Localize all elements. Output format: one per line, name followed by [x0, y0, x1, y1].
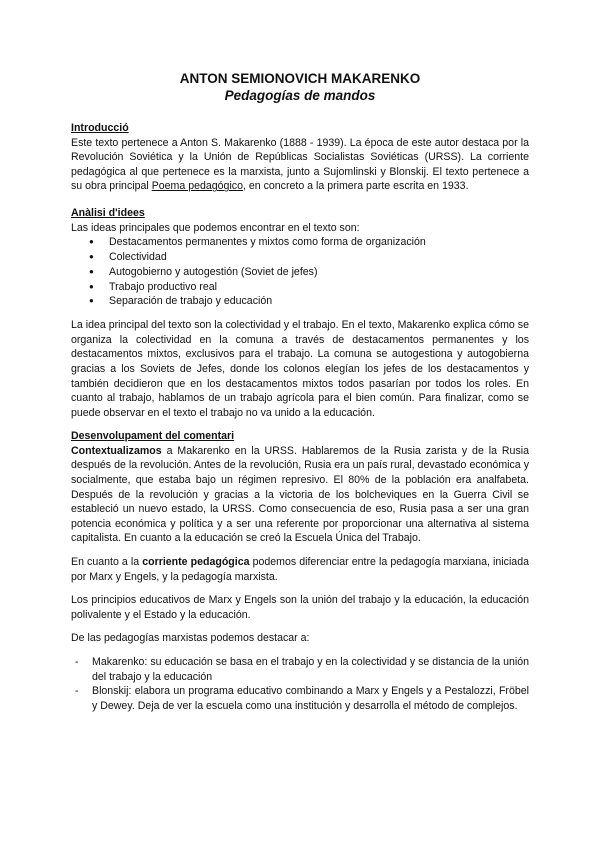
- intro-paragraph: Este texto pertenece a Anton S. Makarenko (1888 - 1939). La época de este autor destaca por la Revolución Soviética y la Unión de Repúblicas Socialistas Soviéticas (URSS). La corriente pedagógica al que pertenece es la marxista, junto a Sujomlinski y Blonskij. El texto pertenece a su obra principal Poema pedagógico, en concreto a la primera parte escrita en 1933.: [71, 136, 529, 193]
- analysis-paragraph: La idea principal del texto son la colectividad y el trabajo. En el texto, Makarenko explica cómo se organiza la colectividad en la comuna a través de destacamentos permanentes y los destacamentos mixtos, exclusivos para el trabajo. La comuna se autogestiona y autogobierna gracias a los Soviets de Jefes, donde los colonos elegían los jefes de los destacamentos y también decidieron que en los destacamentos mixtos todos pasarían por todos los roles. En cuanto al trabajo, hablamos de un trabajo agrícola para el bien común. Para finalizar, como se puede observar en el texto el trabajo no va unido a la educación.: [71, 319, 529, 419]
- list-item: ● Trabajo productivo real: [71, 280, 529, 295]
- book-title-link: Poema pedagógico: [151, 180, 243, 193]
- document-page: [71, 70, 529, 713]
- list-item: - Makarenko: su educación se basa en el trabajo y en la colectividad y se distancia de la unión del trabajo y la educación: [71, 655, 529, 684]
- list-item: ● Destacamentos permanentes y mixtos como forma de organización: [71, 235, 529, 250]
- list-item: ● Colectividad: [71, 250, 529, 265]
- document-title: ANTON SEMIONOVICH MAKARENKO: [179, 71, 421, 86]
- list-item: ● Autogobierno y autogestión (Soviet de jefes): [71, 265, 529, 280]
- ideas-list: [71, 235, 529, 309]
- list-item: ● Separación de trabajo y educación: [71, 294, 529, 309]
- analysis-lead: Las ideas principales que podemos encontrar en el texto son:: [71, 221, 360, 234]
- development-paragraph-3: Los principios educativos de Marx y Engels son la unión del trabajo y la educación, la educación polivalente y el Estado y la educación.: [71, 594, 529, 621]
- development-paragraph-1: Contextualizamos a Makarenko en la URSS. Hablaremos de la Rusia zarista y de la Rusia después de la revolución. Antes de la revolución, Rusia era un país rural, devastado económica y socialmente, que estaba bajo un régimen represivo. El 80% de la población era analfabeta. Después de la revolución y gracias a la victoria de los bolcheviques en la Guerra Civil se estableció un nuevo estado, la URSS. Como consecuencia de eso, Rusia pasa a ser una gran potencia económica y política y a ser una referente por proporcionar una alternativa al sistema capitalista. En cuanto a la educación se creó la Escuela Única del Trabajo.: [71, 444, 529, 545]
- intro-heading: Introducció: [71, 122, 129, 134]
- analysis-heading: Anàlisi d'idees: [71, 206, 145, 219]
- document-subtitle: Pedagogías de mandos: [224, 88, 376, 103]
- development-paragraph-2: En cuanto a la corriente pedagógica podemos diferenciar entre la pedagogía marxiana, iniciada por Marx y Engels, y la pedagogía marxista.: [71, 556, 529, 583]
- development-paragraph-4: De las pedagogías marxistas podemos destacar a:: [71, 632, 310, 645]
- pedagogues-list: [71, 655, 529, 713]
- development-heading: Desenvolupament del comentari: [71, 430, 235, 443]
- list-item: - Blonskij: elabora un programa educativo combinando a Marx y Engels y a Pestalozzi, Fröbel y Dewey. Deja de ver la escuela como una institución y desarrolla el método de complejos.: [71, 684, 529, 713]
